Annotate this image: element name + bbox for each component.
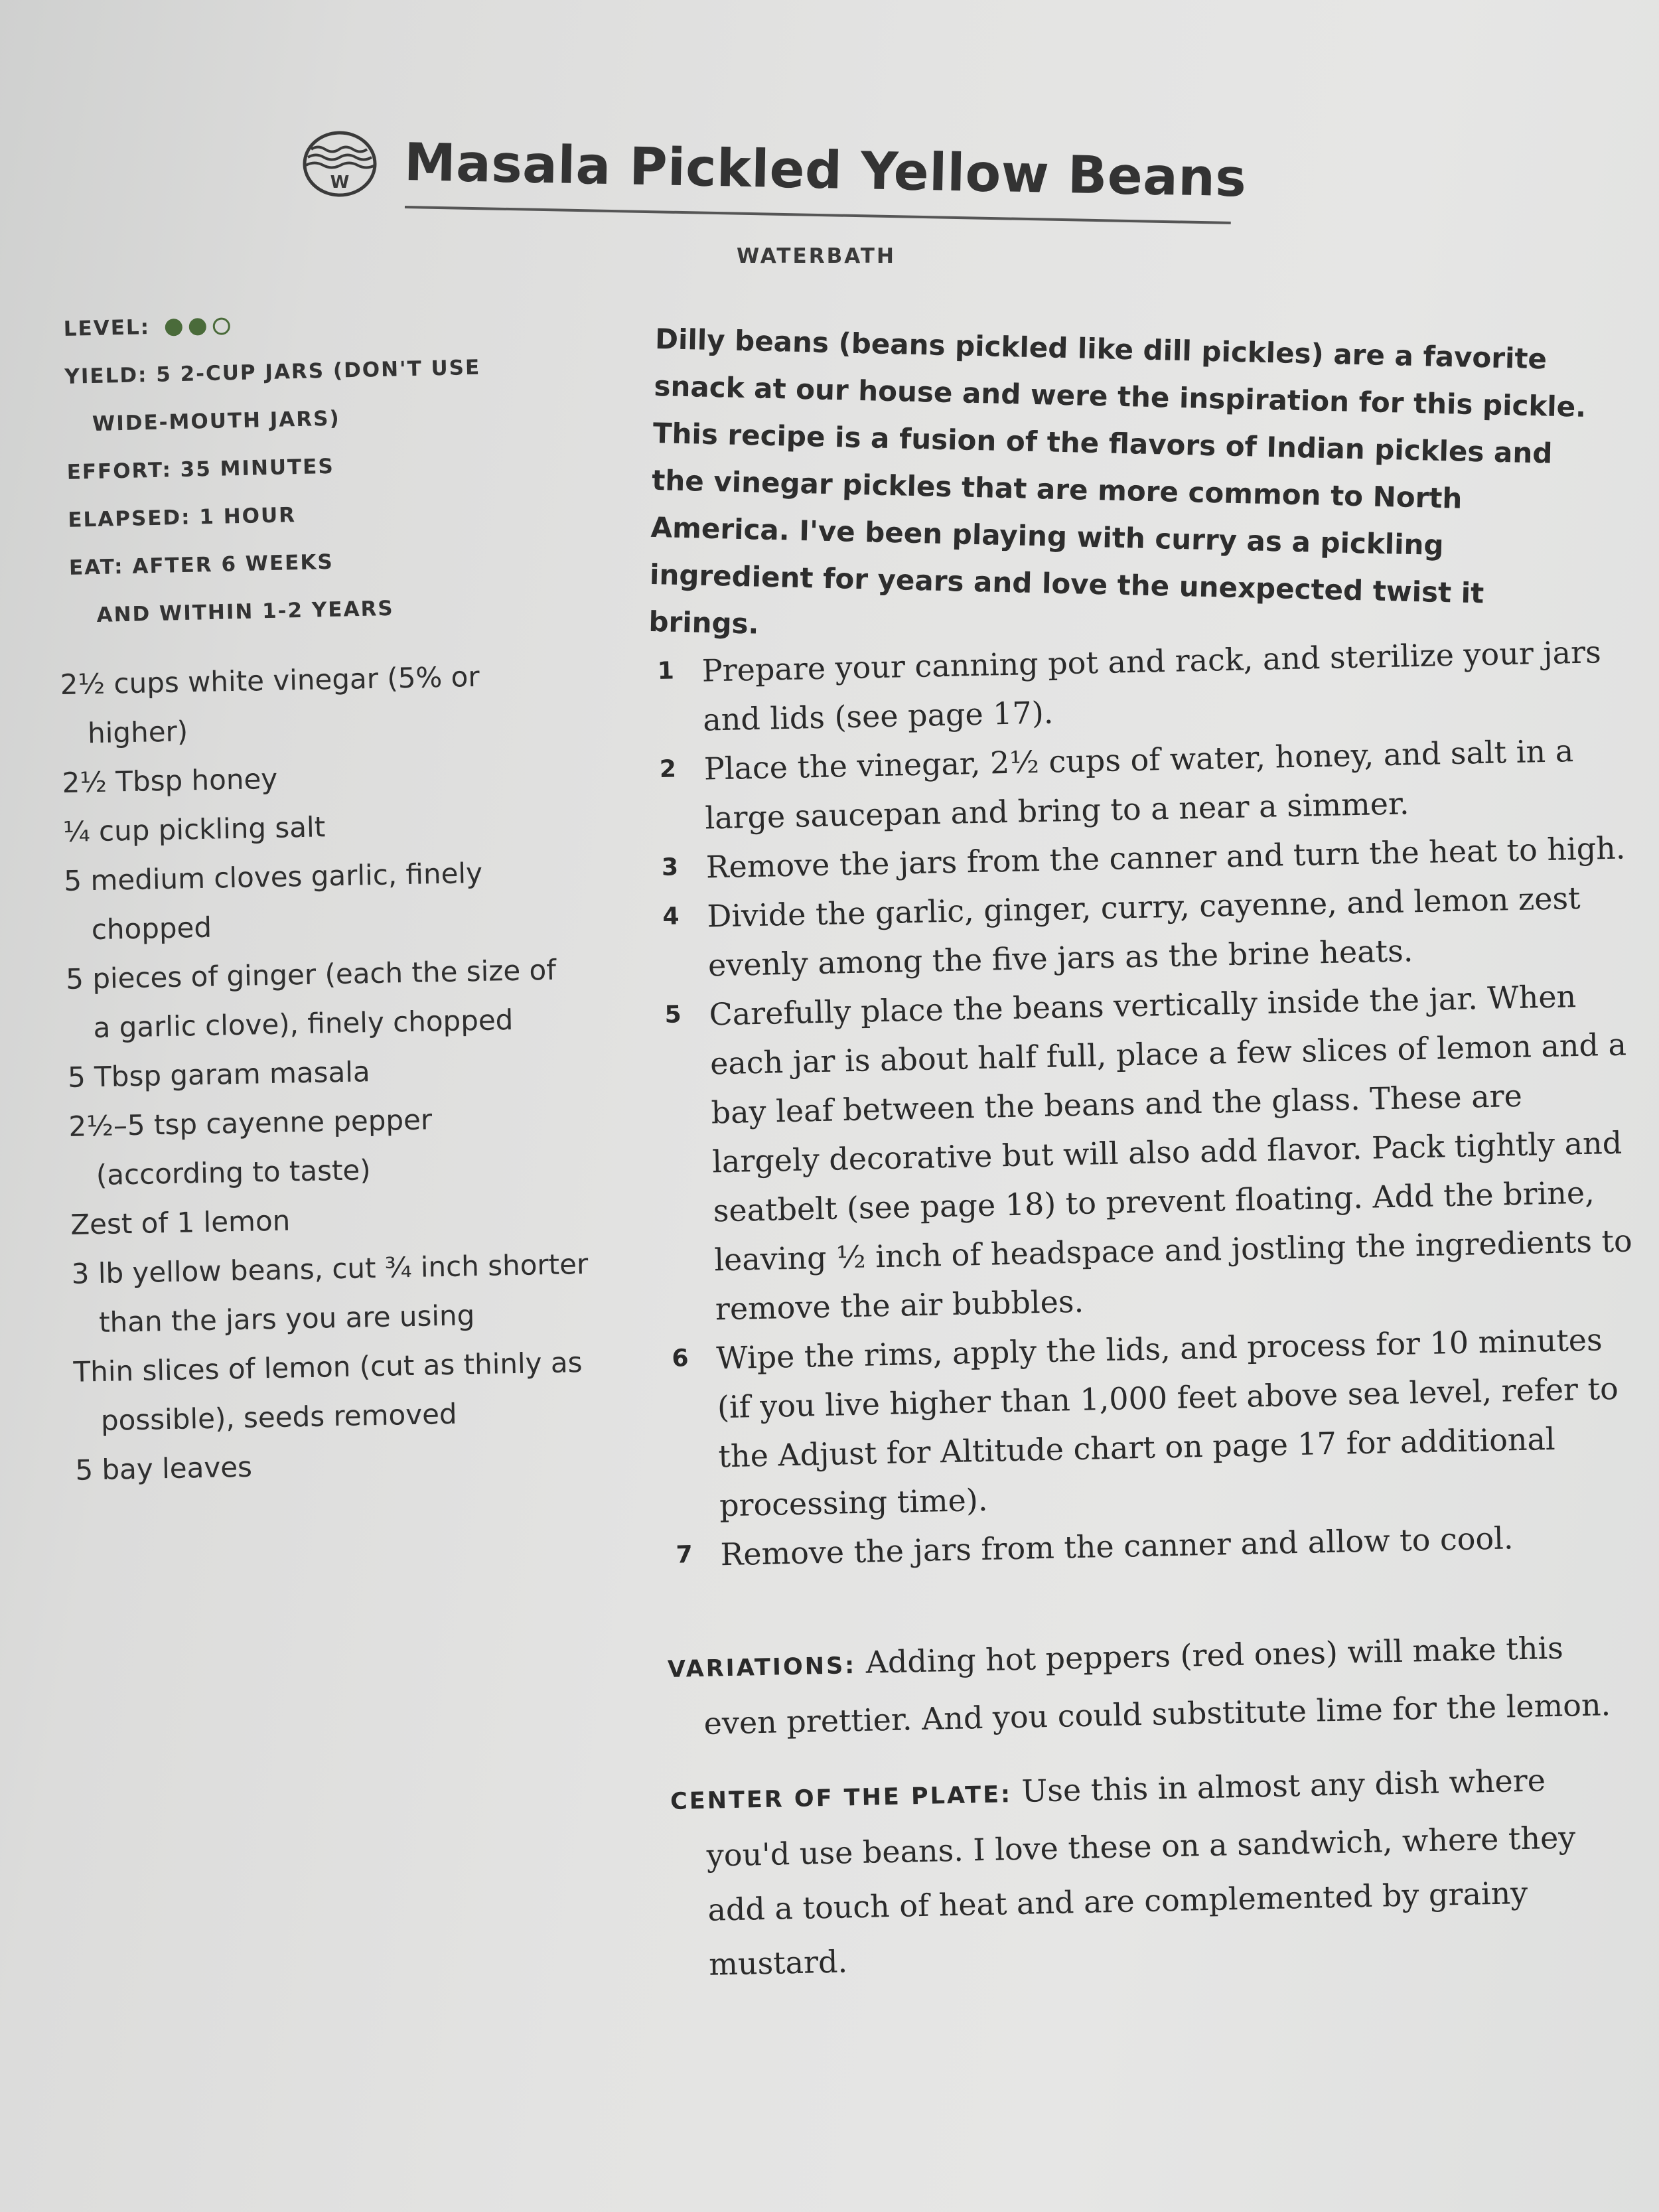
step-text: Carefully place the beans vertically inside the jar. When each jar is about half full, place a few slices of lemon and a bay leaf between the beans and the glass. These are largely decorative but will also add flavor. Pack tightly and seatbelt (see page 18) to prevent floating. Add the brine, leaving ½ inch of headspace and jostling the ingredients to remove the air bubbles. (709, 978, 1633, 1327)
ingredient-line-continued: possible), seeds removed (100, 1397, 458, 1438)
ingredient-line: 5 bay leaves (74, 1450, 253, 1487)
ingredient-line: 2½ cups white vinegar (5% or (60, 660, 480, 701)
eat-line-1: EAT: AFTER 6 WEEKS (68, 550, 334, 580)
step-number: 7 (676, 1541, 693, 1569)
ingredient-line: Zest of 1 lemon (70, 1204, 291, 1241)
notes-section (667, 1619, 1630, 2012)
ingredient-line: 3 lb yellow beans, cut ¾ inch shorter (71, 1247, 589, 1290)
ingredient-item (60, 649, 632, 758)
ingredient-item (71, 1238, 644, 1347)
title-underline (405, 206, 1231, 224)
step-item (664, 970, 1640, 1334)
step-number: 5 (664, 1001, 682, 1029)
ingredient-item (64, 846, 636, 954)
ingredient-line-continued: chopped (91, 911, 212, 946)
ingredient-item (75, 1435, 646, 1495)
note-paragraph (667, 1619, 1624, 1751)
yield-line-1: YIELD: 5 2-CUP JARS (DON'T USE (64, 355, 481, 389)
ingredient-line: 5 pieces of ginger (each the size of (65, 953, 557, 995)
level-indicator (158, 313, 230, 338)
ingredient-line: Thin slices of lemon (cut as thinly as (73, 1346, 583, 1388)
ingredient-line: 5 Tbsp garam masala (67, 1055, 371, 1094)
step-number: 4 (662, 903, 680, 930)
step-text: Prepare your canning pot and rack, and sterilize your jars and lids (see page 17). (701, 634, 1602, 738)
step-text: Place the vinegar, 2½ cups of water, honey, and salt in a large saucepan and bring to a near a simmer. (703, 733, 1574, 836)
logo-letter: W (330, 173, 350, 192)
note-paragraph (670, 1751, 1630, 1992)
eat-line-2: AND WITHIN 1-2 YEARS (96, 596, 395, 627)
ingredient-item (68, 1091, 641, 1200)
level-dot-filled-icon (189, 318, 207, 336)
yield-line-2: WIDE-MOUTH JARS) (92, 406, 341, 437)
method-subtitle: WATERBATH (737, 244, 896, 268)
note-text: Use this in almost any dish where you'd use beans. I love these on a sandwich, where they add a touch of heat and are complemented by grainy mustard. (706, 1762, 1576, 1982)
note-label: CENTER OF THE PLATE: (670, 1781, 1013, 1815)
step-text: Wipe the rims, apply the lids, and process for 10 minutes (if you live higher than 1,000 feet above sea level, refer to the Adjust for Altitude chart on page 17 for additional processing time). (715, 1321, 1619, 1524)
recipe-meta (63, 293, 601, 640)
level-dot-empty-icon (213, 317, 231, 335)
ingredient-line-continued: a garlic clove), finely chopped (93, 1003, 514, 1045)
note-text: Adding hot peppers (red ones) will make this even prettier. And you could substitute lime for the lemon. (703, 1629, 1611, 1741)
step-text: Remove the jars from the canner and allow to cool. (720, 1520, 1514, 1573)
steps-list (657, 627, 1645, 1580)
effort-line: EFFORT: 35 MINUTES (66, 454, 335, 484)
step-item (672, 1314, 1644, 1531)
ingredient-line-continued: higher) (87, 715, 188, 750)
level-dot-filled-icon (165, 319, 183, 336)
ingredient-line-continued: (according to taste) (96, 1153, 372, 1192)
ingredients-list (60, 649, 646, 1495)
step-number: 2 (659, 755, 677, 783)
step-text: Remove the jars from the canner and turn the heat to high. (705, 830, 1626, 885)
ingredient-line-continued: than the jars you are using (98, 1299, 475, 1339)
ingredient-item (73, 1337, 646, 1445)
step-number: 6 (672, 1345, 689, 1372)
level-label: LEVEL: (63, 315, 151, 341)
ingredient-line: ¼ cup pickling salt (62, 810, 326, 848)
ingredient-item (66, 944, 638, 1053)
ingredient-line: 5 medium cloves garlic, finely (63, 856, 483, 897)
waterbath-logo-icon (302, 129, 378, 199)
step-number: 1 (657, 657, 675, 685)
recipe-title: Masala Pickled Yellow Beans (403, 133, 1248, 209)
intro-paragraph: Dilly beans (beans pickled like dill pickles) are a favorite snack at our house and were the inspiration for this pickle. This recipe is a fusion of the flavors of Indian pickles and the vinegar pickles that are more common to North America. I've been playing with curry as a pickling ingredient for years and love the unexpected twist it brings. (648, 322, 1587, 640)
elapsed-line: ELAPSED: 1 HOUR (67, 503, 297, 532)
note-label: VARIATIONS: (667, 1653, 857, 1683)
ingredient-line: 2½–5 tsp cayenne pepper (68, 1103, 433, 1143)
ingredient-line: 2½ Tbsp honey (62, 762, 278, 799)
step-number: 3 (661, 853, 679, 881)
step-text: Divide the garlic, ginger, curry, cayenne, and lemon zest evenly among the five jars as the brine heats. (706, 879, 1581, 984)
